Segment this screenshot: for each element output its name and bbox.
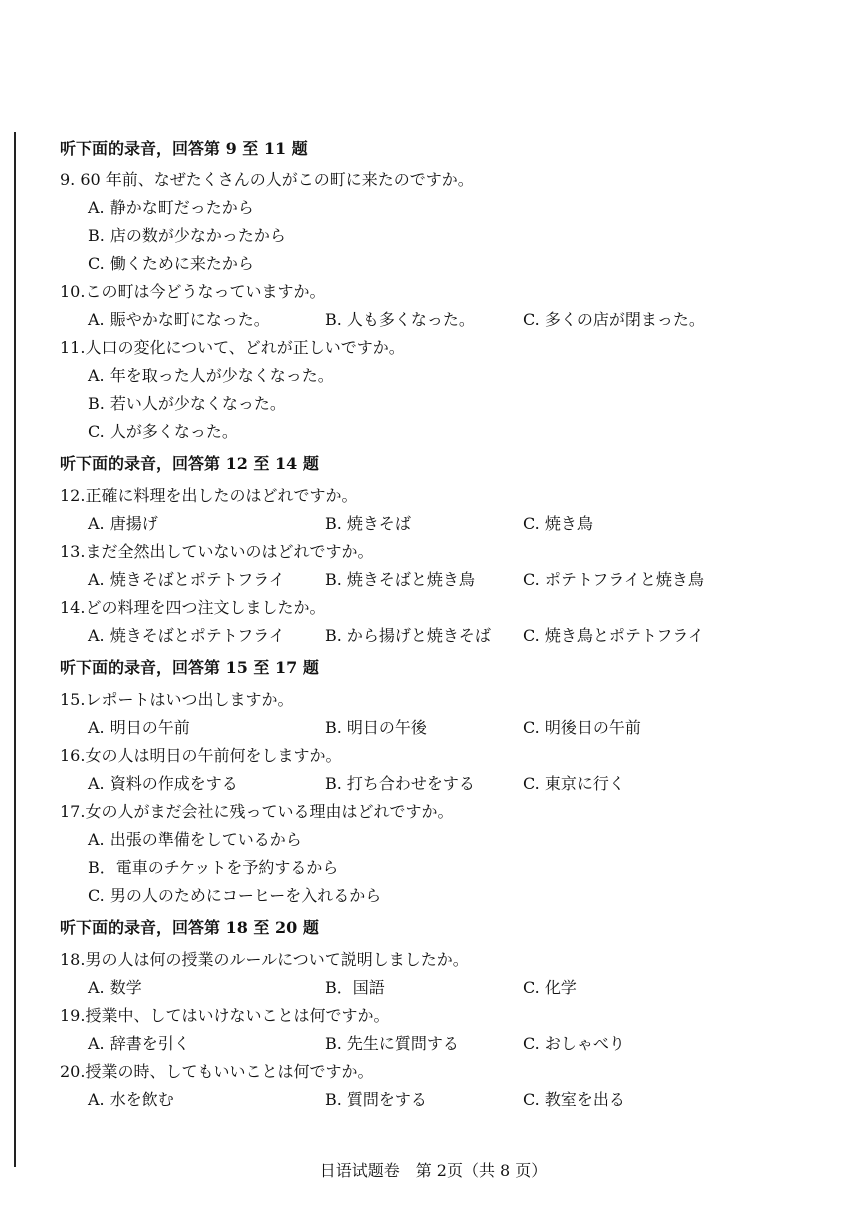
- question-9: 9. 60 年前、なぜたくさんの人がこの町に来たのですか。: [60, 170, 474, 189]
- option-14b: B. から揚げと焼きそば: [325, 626, 491, 645]
- option-18c: C. 化学: [523, 978, 577, 997]
- question-17: 17.女の人がまだ会社に残っている理由はどれですか。: [60, 802, 454, 821]
- option-12a: A. 唐揚げ: [88, 514, 158, 533]
- section-heading: 听下面的录音，回答第 15 至 17 题: [60, 658, 319, 677]
- question-15: 15.レポートはいつ出しますか。: [60, 690, 294, 709]
- option-19c: C. おしゃべり: [523, 1034, 625, 1053]
- option-17a: A. 出張の準備をしているから: [88, 830, 302, 849]
- question-20: 20.授業の時、してもいいことは何ですか。: [60, 1062, 374, 1081]
- option-9c: C. 働くために来たから: [88, 254, 254, 273]
- page-footer: 日语试题卷 第 2页（共 8 页）: [319, 1161, 548, 1180]
- option-12b: B. 焼きそば: [325, 514, 411, 533]
- option-14c: C. 焼き鳥とポテトフライ: [523, 626, 704, 645]
- question-14: 14.どの料理を四つ注文しましたか。: [60, 598, 326, 617]
- option-19a: A. 辞書を引く: [88, 1034, 190, 1053]
- question-12: 12.正確に料理を出したのはどれですか。: [60, 486, 358, 505]
- section-heading: 听下面的录音，回答第 18 至 20 题: [60, 918, 319, 937]
- option-12c: C. 焼き鳥: [523, 514, 593, 533]
- option-9a: A. 静かな町だったから: [88, 198, 254, 217]
- option-13c: C. ポテトフライと焼き鳥: [523, 570, 704, 589]
- option-16c: C. 東京に行く: [523, 774, 625, 793]
- option-13a: A. 焼きそばとポテトフライ: [88, 570, 285, 589]
- option-17c: C. 男の人のためにコーヒーを入れるから: [88, 886, 382, 905]
- option-16b: B. 打ち合わせをする: [325, 774, 475, 793]
- question-10: 10.この町は今どうなっていますか。: [60, 282, 326, 301]
- option-18a: A. 数学: [88, 978, 142, 997]
- option-11a: A. 年を取った人が少なくなった。: [88, 366, 334, 385]
- section-heading: 听下面的录音，回答第 9 至 11 题: [60, 139, 308, 158]
- option-13b: B. 焼きそばと焼き鳥: [325, 570, 475, 589]
- option-11c: C. 人が多くなった。: [88, 422, 238, 441]
- option-10b: B. 人も多くなった。: [325, 310, 475, 329]
- margin-rule: [14, 132, 16, 1167]
- option-10a: A. 賑やかな町になった。: [88, 310, 270, 329]
- question-19: 19.授業中、してはいけないことは何ですか。: [60, 1006, 390, 1025]
- option-9b: B. 店の数が少なかったから: [88, 226, 286, 245]
- question-11: 11.人口の変化について、どれが正しいですか。: [60, 338, 405, 357]
- question-18: 18.男の人は何の授業のルールについて説明しましたか。: [60, 950, 469, 969]
- option-16a: A. 資料の作成をする: [88, 774, 238, 793]
- option-17b: B．電車のチケットを予約するから: [88, 858, 339, 877]
- option-11b: B. 若い人が少なくなった。: [88, 394, 286, 413]
- option-20b: B. 質問をする: [325, 1090, 427, 1109]
- option-14a: A. 焼きそばとポテトフライ: [88, 626, 285, 645]
- question-16: 16.女の人は明日の午前何をしますか。: [60, 746, 342, 765]
- option-15a: A. 明日の午前: [88, 718, 190, 737]
- option-15b: B. 明日の午後: [325, 718, 427, 737]
- option-10c: C. 多くの店が閉まった。: [523, 310, 705, 329]
- option-15c: C. 明後日の午前: [523, 718, 641, 737]
- option-18b: B．国語: [325, 978, 385, 997]
- option-20c: C. 教室を出る: [523, 1090, 625, 1109]
- question-13: 13.まだ全然出していないのはどれですか。: [60, 542, 374, 561]
- option-20a: A. 水を飲む: [88, 1090, 174, 1109]
- section-heading: 听下面的录音，回答第 12 至 14 题: [60, 454, 319, 473]
- option-19b: B. 先生に質問する: [325, 1034, 459, 1053]
